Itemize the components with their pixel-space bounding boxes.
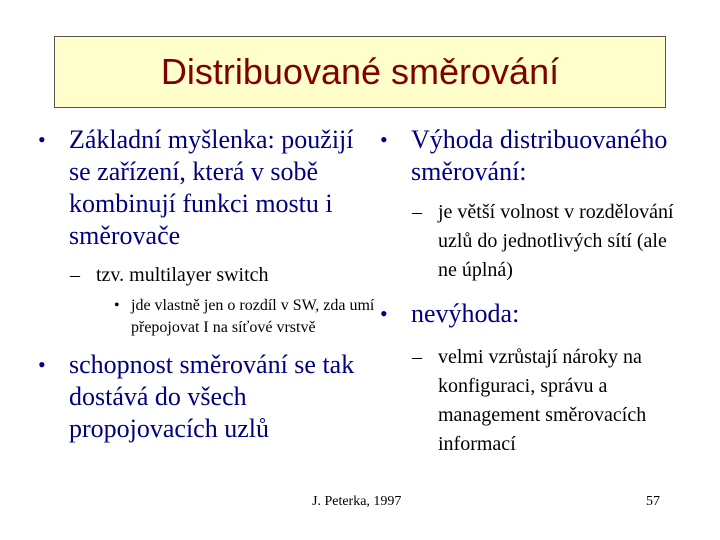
bullet-dot-icon: • [380, 127, 388, 152]
right-sub-requirements-text: velmi vzrůstají nároky na konfiguraci, správu a management směrovacích informací [438, 346, 647, 455]
right-sub-requirements [378, 343, 688, 459]
left-bullet-routing-ability-text: schopnost směrování se tak dostává do všech propojovacích uzlů [69, 350, 355, 443]
bullet-dot-icon: • [38, 127, 46, 152]
slide-title-box [54, 36, 666, 108]
left-subsub-sw-difference [36, 295, 381, 339]
bullet-dash-icon: – [70, 264, 80, 286]
left-subsub-sw-difference-text: jde vlastně jen o rozdíl v SW, zda umí přepojovat I na síťové vrstvě [131, 297, 375, 336]
footer-page-number: 57 [646, 494, 660, 509]
bullet-dot-icon: • [38, 352, 46, 377]
bullet-dash-icon: – [412, 346, 422, 368]
right-bullet-advantage-text: Výhoda distribuovaného směrování: [411, 125, 668, 186]
right-bullet-disadvantage [378, 298, 698, 330]
bullet-dot-icon: • [380, 301, 388, 326]
footer-author: J. Peterka, 1997 [312, 494, 402, 509]
left-bullet-basic-idea-text: Základní myšlenka: použijí se zařízení, která v sobě kombinují funkci mostu i směrovače [69, 125, 354, 250]
right-sub-freedom-text: je větší volnost v rozdělování uzlů do jednotlivých sítí (ale ne úplná) [438, 201, 674, 281]
left-sub-multilayer-switch [36, 261, 366, 290]
left-sub-multilayer-switch-text: tzv. multilayer switch [96, 264, 269, 286]
right-column [378, 124, 698, 459]
right-sub-freedom [378, 198, 678, 285]
right-bullet-disadvantage-text: nevýhoda: [411, 299, 520, 328]
bullet-dash-icon: – [412, 201, 422, 223]
left-bullet-basic-idea [36, 124, 366, 252]
left-bullet-routing-ability [36, 349, 366, 445]
bullet-dot-icon: • [114, 297, 120, 314]
slide-title: Distribuované směrování [160, 51, 560, 92]
right-bullet-advantage [378, 124, 698, 188]
left-column [36, 124, 375, 445]
